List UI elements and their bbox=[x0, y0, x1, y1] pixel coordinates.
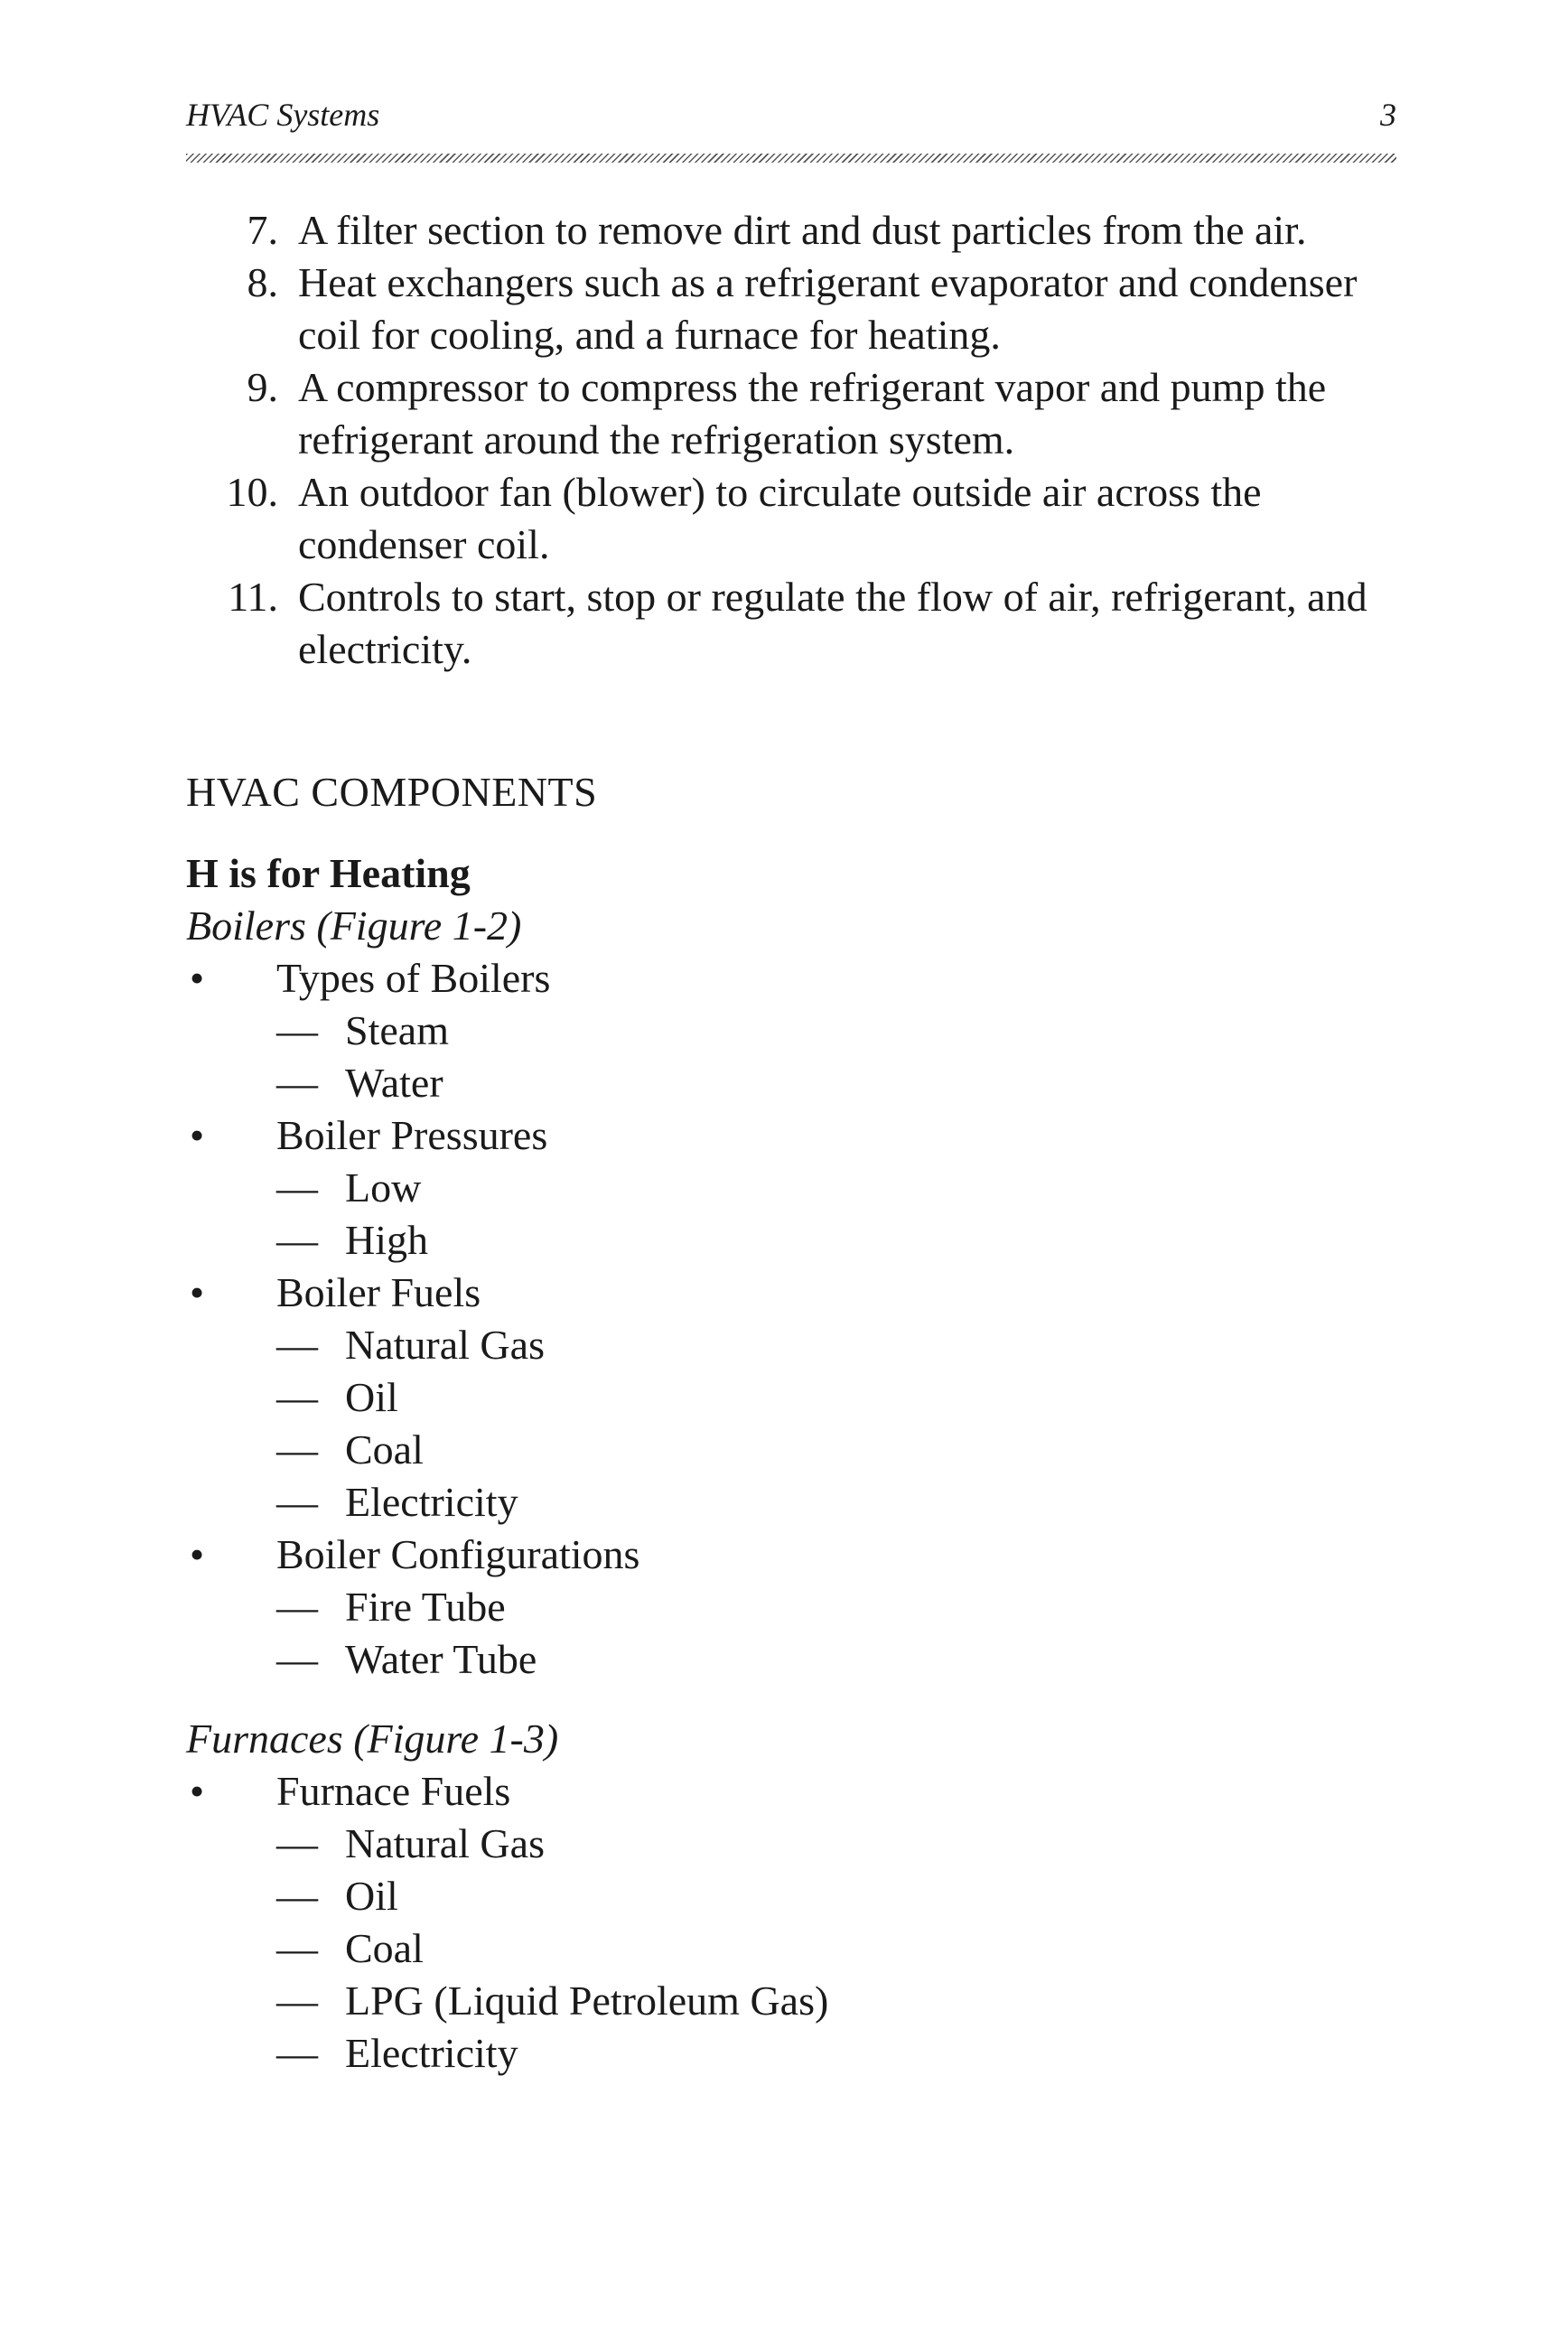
sub-list bbox=[276, 1005, 1396, 1109]
bullet-label: Types of Boilers bbox=[276, 955, 551, 1001]
sub-item bbox=[276, 1057, 1396, 1109]
sub-item bbox=[276, 1162, 1396, 1214]
sub-item bbox=[276, 1633, 1396, 1686]
dash-symbol: — bbox=[276, 1978, 318, 2024]
item-text: Heat exchangers such as a refrigerant evaporator and condenser coil for cooling, and a furnace for heating. bbox=[298, 259, 1358, 358]
sub-list bbox=[276, 1581, 1396, 1686]
sub-item bbox=[276, 1581, 1396, 1633]
dash-symbol: — bbox=[276, 1007, 318, 1053]
sub-list bbox=[276, 1162, 1396, 1267]
subheading: H is for Heating bbox=[186, 850, 471, 896]
furnaces-title: Furnaces (Figure 1-3) bbox=[186, 1716, 559, 1762]
sub-list bbox=[276, 1319, 1396, 1529]
numbered-item bbox=[186, 466, 1396, 571]
sub-item bbox=[276, 1870, 1396, 1922]
boilers-list bbox=[186, 952, 1396, 1686]
bullet-symbol: • bbox=[190, 1768, 205, 1814]
dash-symbol: — bbox=[276, 2030, 318, 2076]
dash-symbol: — bbox=[276, 1820, 318, 1866]
sub-item bbox=[276, 1476, 1396, 1529]
sub-item-text: Oil bbox=[345, 1374, 398, 1420]
dash-symbol: — bbox=[276, 1060, 318, 1106]
sub-item bbox=[276, 1319, 1396, 1371]
sub-item-text: Fire Tube bbox=[345, 1584, 506, 1630]
running-header bbox=[186, 96, 1396, 141]
sub-item-text: Coal bbox=[345, 1426, 424, 1473]
item-number: 11. bbox=[228, 574, 278, 620]
numbered-item bbox=[186, 257, 1396, 361]
numbered-item bbox=[186, 571, 1396, 676]
furnaces-list bbox=[186, 1765, 1396, 2080]
page-body bbox=[186, 204, 1396, 2080]
sub-item-text: Natural Gas bbox=[345, 1820, 545, 1866]
section-heading: HVAC COMPONENTS bbox=[186, 769, 598, 815]
header-rule bbox=[186, 154, 1396, 163]
item-text: Controls to start, stop or regulate the flow of air, refrigerant, and electricity. bbox=[298, 574, 1367, 672]
dash-symbol: — bbox=[276, 1925, 318, 1971]
dash-symbol: — bbox=[276, 1873, 318, 1919]
sub-item-text: Natural Gas bbox=[345, 1322, 545, 1368]
item-number: 8. bbox=[247, 259, 278, 305]
sub-item-text: Low bbox=[345, 1164, 422, 1211]
bullet-symbol: • bbox=[190, 1269, 205, 1315]
dash-symbol: — bbox=[276, 1322, 318, 1368]
numbered-list bbox=[186, 204, 1396, 676]
item-number: 7. bbox=[247, 207, 278, 253]
sub-item-text: Water bbox=[345, 1060, 443, 1106]
sub-item bbox=[276, 1214, 1396, 1267]
item-number: 10. bbox=[226, 469, 278, 515]
dash-symbol: — bbox=[276, 1636, 318, 1682]
item-text: A filter section to remove dirt and dust particles from the air. bbox=[298, 207, 1307, 253]
sub-item bbox=[276, 1922, 1396, 1975]
bullet-label: Boiler Configurations bbox=[276, 1531, 640, 1577]
sub-item bbox=[276, 1975, 1396, 2027]
bullet-symbol: • bbox=[190, 1531, 205, 1577]
bullet-item bbox=[186, 1267, 1396, 1529]
sub-item-text: Oil bbox=[345, 1873, 398, 1919]
dash-symbol: — bbox=[276, 1479, 318, 1525]
numbered-item bbox=[186, 361, 1396, 466]
dash-symbol: — bbox=[276, 1426, 318, 1473]
item-text: A compressor to compress the refrigerant vapor and pump the refrigerant around the refrigeration system. bbox=[298, 364, 1327, 463]
dash-symbol: — bbox=[276, 1164, 318, 1211]
sub-item-text: Electricity bbox=[345, 2030, 518, 2076]
numbered-item bbox=[186, 204, 1396, 257]
sub-item-text: Electricity bbox=[345, 1479, 518, 1525]
bullet-item bbox=[186, 1765, 1396, 2080]
sub-item-text: LPG (Liquid Petroleum Gas) bbox=[345, 1978, 829, 2024]
bullet-item bbox=[186, 1109, 1396, 1267]
bullet-item bbox=[186, 1529, 1396, 1686]
page-number: 3 bbox=[1380, 97, 1396, 133]
dash-symbol: — bbox=[276, 1374, 318, 1420]
boilers-title: Boilers (Figure 1-2) bbox=[186, 902, 522, 949]
running-header-title: HVAC Systems bbox=[186, 97, 380, 133]
sub-item-text: Steam bbox=[345, 1007, 449, 1053]
bullet-label: Furnace Fuels bbox=[276, 1768, 511, 1814]
bullet-symbol: • bbox=[190, 955, 205, 1001]
dash-symbol: — bbox=[276, 1584, 318, 1630]
bullet-label: Boiler Fuels bbox=[276, 1269, 481, 1315]
bullet-symbol: • bbox=[190, 1112, 205, 1158]
sub-item-text: Coal bbox=[345, 1925, 424, 1971]
sub-item bbox=[276, 1005, 1396, 1057]
bullet-label: Boiler Pressures bbox=[276, 1112, 548, 1158]
sub-item bbox=[276, 2027, 1396, 2080]
sub-list bbox=[276, 1818, 1396, 2080]
sub-item-text: Water Tube bbox=[345, 1636, 537, 1682]
sub-item bbox=[276, 1371, 1396, 1424]
sub-item bbox=[276, 1424, 1396, 1476]
dash-symbol: — bbox=[276, 1217, 318, 1263]
sub-item-text: High bbox=[345, 1217, 428, 1263]
item-number: 9. bbox=[247, 364, 278, 410]
item-text: An outdoor fan (blower) to circulate outside air across the condenser coil. bbox=[298, 469, 1262, 567]
bullet-item bbox=[186, 952, 1396, 1109]
sub-item bbox=[276, 1818, 1396, 1870]
